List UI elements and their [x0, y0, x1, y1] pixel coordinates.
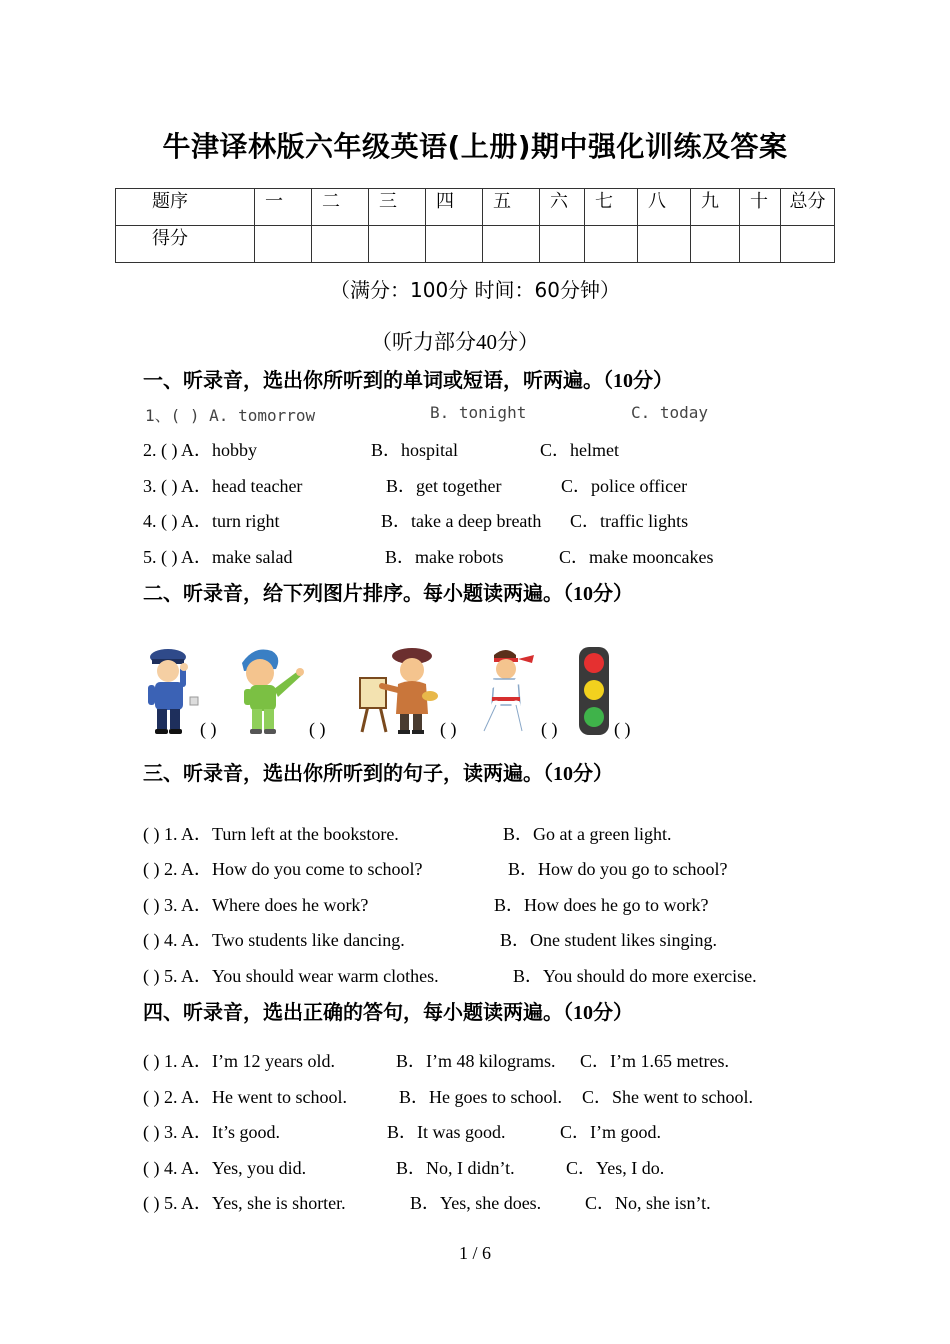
- s3-q4-b: B．One student likes singing.: [500, 930, 717, 950]
- score-cell: 六: [540, 189, 585, 226]
- score-cell: 十: [740, 189, 781, 226]
- picture-4-blank[interactable]: ( ): [541, 719, 558, 739]
- score-cell: 三: [369, 189, 426, 226]
- s4-q1-c: C．I’m 1.65 metres.: [580, 1051, 729, 1071]
- section-2-heading: 二、听录音，给下列图片排序。每小题读两遍。（10分）: [143, 581, 633, 605]
- s1-q1-c: C. today: [631, 403, 709, 422]
- picture-5-blank[interactable]: ( ): [614, 719, 631, 739]
- score-cell: 二: [312, 189, 369, 226]
- s1-q4-c: C．traffic lights: [570, 511, 689, 531]
- s1-q3-c: C．police officer: [561, 476, 688, 496]
- s3-q1-a: ( ) 1. A．Turn left at the bookstore.: [143, 824, 399, 844]
- score-blank[interactable]: [585, 226, 638, 263]
- s4-q2-b: B．He goes to school.: [399, 1087, 562, 1107]
- score-blank[interactable]: [540, 226, 585, 263]
- score-blank[interactable]: [369, 226, 426, 263]
- s3-q4-a: ( ) 4. A．Two students like dancing.: [143, 930, 405, 950]
- s4-q3-c: C．I’m good.: [560, 1122, 661, 1142]
- s4-q5-b: B．Yes, she does.: [410, 1193, 542, 1213]
- s4-q4-b: B．No, I didn’t.: [396, 1158, 515, 1178]
- score-table-score-row: [116, 226, 835, 263]
- page-number: 1 / 6: [458, 1243, 491, 1263]
- s3-q3-a: ( ) 3. A．Where does he work?: [143, 895, 369, 915]
- s1-q2-b: B．hospital: [371, 440, 459, 460]
- s1-q1-a: 1、( ) A. tomorrow: [145, 406, 316, 425]
- s4-q1-b: B．I’m 48 kilograms.: [396, 1051, 556, 1071]
- score-cell: 题序: [116, 189, 255, 226]
- score-blank[interactable]: [638, 226, 691, 263]
- s4-q5-a: ( ) 5. A．Yes, she is shorter.: [143, 1193, 346, 1213]
- s1-q4-b: B．take a deep breath: [381, 511, 542, 531]
- s1-q1-b: B. tonight: [430, 403, 527, 422]
- section-3-heading: 三、听录音，选出你所听到的句子，读两遍。（10分）: [143, 761, 613, 785]
- s4-q1-a: ( ) 1. A．I’m 12 years old.: [143, 1051, 335, 1071]
- police-officer-picture: [140, 645, 202, 737]
- score-table-header-row: [116, 189, 835, 226]
- s1-q3-a: 3. ( ) A．head teacher: [143, 476, 303, 496]
- s1-q3-b: B．get together: [386, 476, 502, 496]
- score-cell: 八: [638, 189, 691, 226]
- s4-q2-c: C．She went to school.: [582, 1087, 753, 1107]
- picture-1-blank[interactable]: ( ): [200, 719, 217, 739]
- s1-q2-a: 2. ( ) A．hobby: [143, 440, 257, 460]
- s3-q2-a: ( ) 2. A．How do you come to school?: [143, 859, 423, 879]
- picture-3-blank[interactable]: ( ): [440, 719, 457, 739]
- score-blank[interactable]: [312, 226, 369, 263]
- score-cell: 七: [585, 189, 638, 226]
- s4-q4-a: ( ) 4. A．Yes, you did.: [143, 1158, 307, 1178]
- section-4-heading: 四、听录音，选出正确的答句，每小题读两遍。（10分）: [143, 1000, 633, 1024]
- score-cell: 一: [255, 189, 312, 226]
- s3-q3-b: B．How does he go to work?: [494, 895, 709, 915]
- s1-q4-a: 4. ( ) A．turn right: [143, 511, 280, 531]
- score-blank[interactable]: [740, 226, 781, 263]
- score-blank[interactable]: [426, 226, 483, 263]
- s1-q5-a: 5. ( ) A．make salad: [143, 547, 293, 567]
- page-title: 牛津译林版六年级英语(上册)期中强化训练及答案: [162, 130, 788, 163]
- listening-subtitle: （听力部分40分）: [371, 330, 539, 354]
- score-cell: 九: [691, 189, 740, 226]
- boy-stretching-picture: [232, 643, 308, 737]
- score-blank[interactable]: [691, 226, 740, 263]
- s4-q4-c: C．Yes, I do.: [566, 1158, 665, 1178]
- s1-q2-c: C．helmet: [540, 440, 619, 460]
- s4-q2-a: ( ) 2. A．He went to school.: [143, 1087, 347, 1107]
- section-1-heading: 一、听录音，选出你所听到的单词或短语，听两遍。（10分）: [143, 368, 673, 392]
- score-table: [115, 188, 835, 263]
- score-blank[interactable]: [781, 226, 835, 263]
- painter-picture: [354, 644, 438, 736]
- score-cell: 总分: [781, 189, 835, 226]
- score-blank[interactable]: [255, 226, 312, 263]
- exam-meta: （满分：100分 时间：60分钟）: [330, 278, 620, 302]
- s1-q5-c: C．make mooncakes: [559, 547, 714, 567]
- score-blank[interactable]: [483, 226, 540, 263]
- s3-q5-a: ( ) 5. A．You should wear warm clothes.: [143, 966, 439, 986]
- score-label: 得分: [116, 226, 255, 263]
- score-cell: 五: [483, 189, 540, 226]
- traffic-light-picture: [576, 645, 612, 737]
- s3-q2-b: B．How do you go to school?: [508, 859, 728, 879]
- score-cell: 四: [426, 189, 483, 226]
- s4-q5-c: C．No, she isn’t.: [585, 1193, 711, 1213]
- s1-q5-b: B．make robots: [385, 547, 504, 567]
- s4-q3-b: B．It was good.: [387, 1122, 506, 1142]
- s4-q3-a: ( ) 3. A．It’s good.: [143, 1122, 280, 1142]
- s3-q1-b: B．Go at a green light.: [503, 824, 672, 844]
- karate-boy-picture: [472, 645, 540, 737]
- s3-q5-b: B．You should do more exercise.: [513, 966, 757, 986]
- picture-2-blank[interactable]: ( ): [309, 719, 326, 739]
